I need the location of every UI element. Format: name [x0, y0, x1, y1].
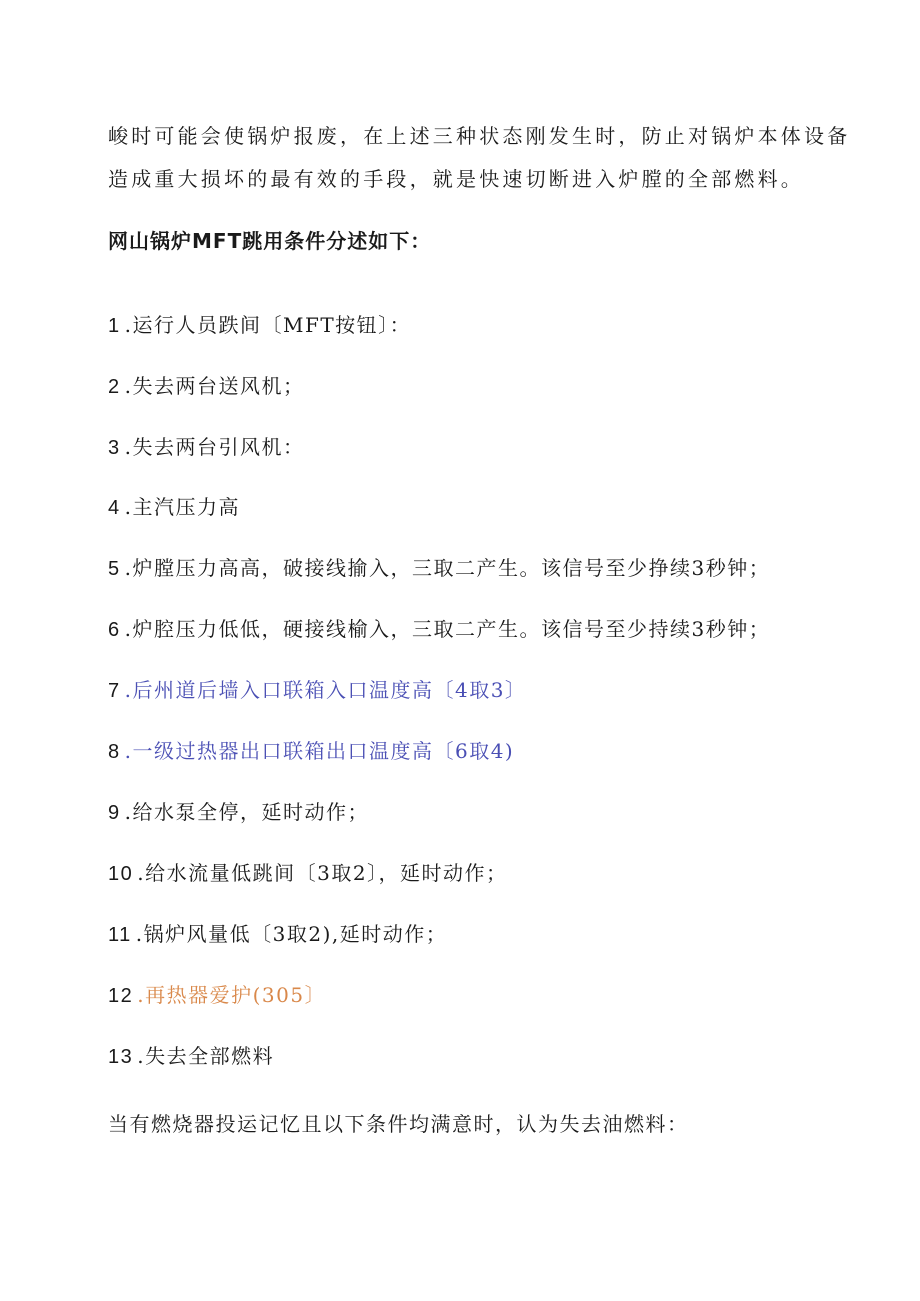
condition-text: .一级过热器出口联箱出口温度高〔6取4)	[124, 739, 515, 763]
condition-item-9	[108, 798, 369, 827]
condition-item-2	[108, 372, 304, 401]
closing-sentence: 当有燃烧器投运记忆且以下条件均满意时，认为失去油燃料：	[108, 1112, 689, 1136]
condition-item-8	[108, 737, 514, 766]
condition-text: .运行人员跌间〔MFT按钮〕：	[124, 313, 412, 337]
condition-item-13	[108, 1042, 274, 1071]
section-heading: 网山锅炉MFT跳用条件分述如下：	[108, 229, 432, 253]
condition-number: 9	[108, 802, 121, 824]
condition-item-5	[108, 554, 770, 583]
condition-text: .锅炉风量低〔3取2),延时动作；	[135, 922, 448, 946]
condition-number: 2	[108, 376, 121, 398]
condition-text: .失去两台送风机；	[124, 374, 305, 398]
condition-number: 6	[108, 619, 121, 641]
condition-item-1	[108, 311, 411, 340]
condition-text: .后州道后墙入口联箱入口温度高〔4取3〕	[124, 678, 527, 702]
condition-number: 11	[108, 924, 132, 946]
condition-text: .给水泵全停，延时动作；	[124, 800, 369, 824]
condition-number: 12	[108, 985, 134, 1007]
condition-text: .给水流量低跳间〔3取2〕，延时动作；	[137, 861, 508, 885]
paragraph-line-1: 峻时可能会使锅炉报废，在上述三种状态刚发生时，防止对锅炉本体设备	[108, 124, 851, 148]
condition-number: 4	[108, 497, 121, 519]
paragraph-line-2: 造成重大损坏的最有效的手段，就是快速切断进入炉膛的全部燃料。	[108, 167, 804, 191]
condition-number: 3	[108, 437, 121, 459]
condition-text: .再热器爱护(305〕	[137, 983, 327, 1007]
condition-text: .失去全部燃料	[137, 1044, 275, 1068]
condition-number: 1	[108, 315, 121, 337]
condition-item-4	[108, 493, 240, 522]
condition-number: 8	[108, 741, 121, 763]
condition-number: 10	[108, 863, 134, 885]
condition-item-6	[108, 615, 770, 644]
condition-item-3	[108, 433, 304, 462]
condition-item-11	[108, 920, 447, 949]
condition-text: .炉腔压力低低，硬接线榆入，三取二产生。该信号至少持续3秒钟；	[124, 617, 771, 641]
condition-item-12	[108, 981, 326, 1010]
condition-item-7	[108, 676, 526, 705]
condition-item-10	[108, 859, 508, 888]
condition-number: 5	[108, 558, 121, 580]
condition-text: .炉膛压力高高，破接线揄入，三取二产生。该信号至少挣续3秒钟；	[124, 556, 771, 580]
condition-text: .失去两台引风机：	[124, 435, 305, 459]
condition-number: 13	[108, 1046, 134, 1068]
condition-number: 7	[108, 680, 121, 702]
condition-text: .主汽压力高	[124, 495, 240, 519]
